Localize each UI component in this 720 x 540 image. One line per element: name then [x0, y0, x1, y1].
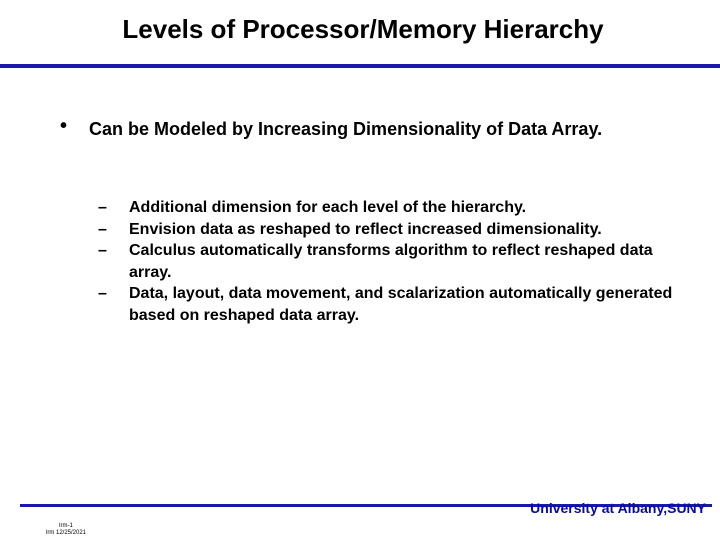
slide-title: Levels of Processor/Memory Hierarchy	[122, 14, 604, 44]
title-divider	[0, 64, 720, 68]
subpoint-item	[98, 219, 698, 241]
subpoint-text: Additional dimension for each level of the hierarchy.	[129, 199, 527, 216]
footer-slide-date: lrm 12/25/2021	[45, 530, 87, 536]
subpoint-text: Envision data as reshaped to reflect increased dimensionality.	[129, 220, 602, 238]
footer-slide-info	[37, 523, 95, 537]
subpoint-text: Data, layout, data movement, and scalarization automatically generated based on reshaped data array.	[129, 285, 673, 324]
subpoint-text: Calculus automatically transforms algorithm to reflect reshaped data array.	[129, 242, 653, 281]
dash-marker: –	[98, 220, 107, 238]
footer-slide-id: lrm-1	[59, 523, 73, 529]
subpoint-item	[98, 283, 698, 326]
subpoint-item	[98, 240, 698, 283]
dash-marker: –	[98, 285, 107, 302]
footer-organization: University at Albany,SUNY	[530, 500, 706, 516]
dash-marker: –	[98, 242, 107, 259]
bullet-marker: •	[60, 115, 68, 137]
subpoint-list	[98, 197, 698, 326]
subpoint-item	[98, 197, 698, 219]
dash-marker: –	[98, 199, 107, 216]
bullet-text: Can be Modeled by Increasing Dimensionality of Data Array.	[89, 119, 603, 139]
